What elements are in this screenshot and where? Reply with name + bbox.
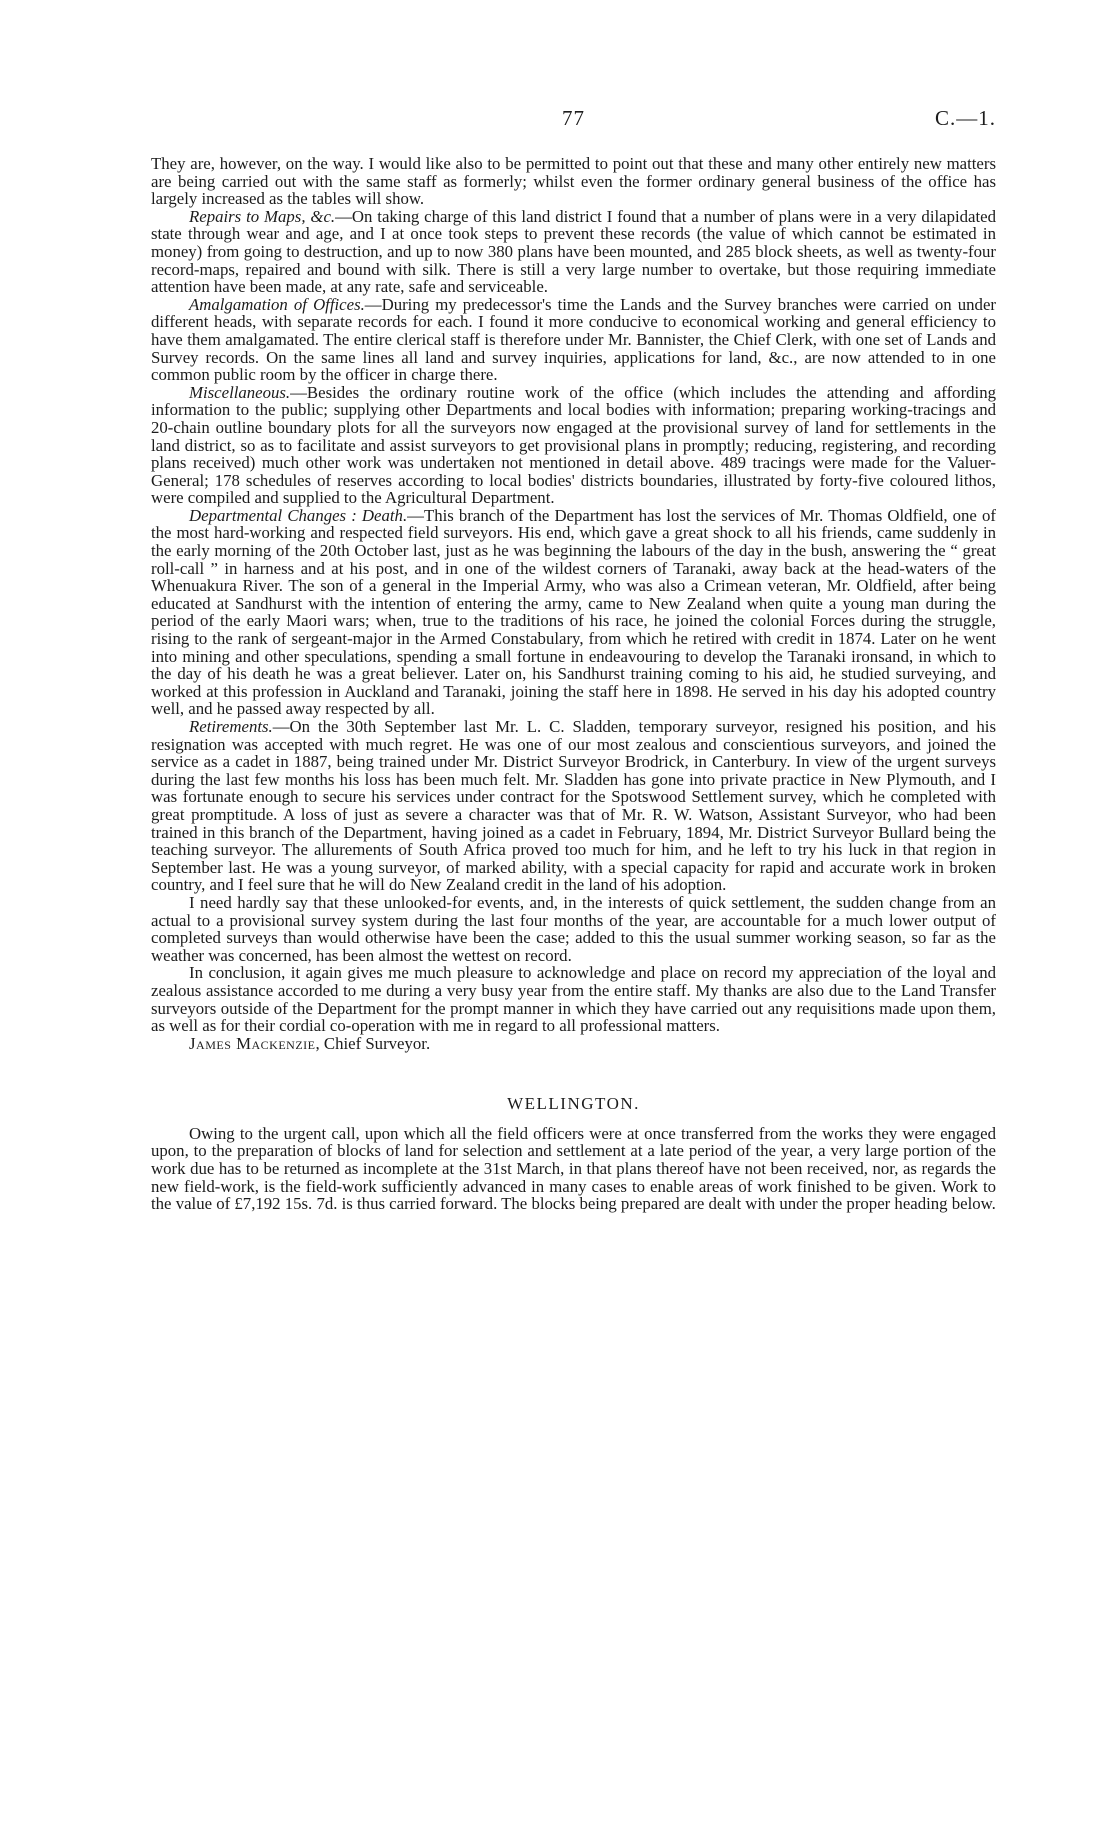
section-body-retirements: —On the 30th September last Mr. L. C. Sladden, temporary surveyor, resigned his position, and his resignation was accepted with much regret. He was one of our most zealous and conscientious surveyors, and joined the service as a cadet in 1887, being trained under Mr. District Surveyor Brodrick, in Canterbury. In view of the urgent surveys during the last few months his loss has been much felt. Mr. Sladden has gone into private practice in New Plymouth, and I was fortunate enough to secure his services under contract for the Spotswood Settlement survey, which he completed with great promptitude. A loss of just as severe a character was that of Mr. R. W. Watson, Assistant Surveyor, who had been trained in this branch of the Department, having joined as a cadet in February, 1894, Mr. District Surveyor Bullard being the teaching surveyor. The allurements of South Africa proved too much for him, and he left to try his luck in that region in September last. He was a young surveyor, of marked ability, with a special capacity for rapid and accurate work in broken country, and I feel sure that he will do New Zealand credit in the land of his adoption. — [151, 717, 996, 895]
page-number: 77 — [562, 106, 585, 130]
section-title-retirements: Retirements. — [189, 717, 273, 736]
section-title-repairs: Repairs to Maps, &c. — [189, 206, 336, 226]
paragraph-miscellaneous — [151, 384, 996, 507]
section-body-miscellaneous: —Besides the ordinary routine work of the office (which includes the attending and affording information to the public; supplying other Departments and local bodies with information; preparing working-tracings and 20-chain outline boundary plots for all the surveyors now engaged at the provisional survey of land for settlements in the land district, so as to facilitate and assist surveyors to get provisional plans in promptly; reducing, registering, and recording plans received) much other work was undertaken not mentioned in detail above. 489 tracings were made for the Valuer-General; 178 schedules of reserves according to local bodies' districts boundaries, illustrated by forty-five coloured lithos, were compiled and supplied to the Agricultural Department. — [151, 382, 996, 508]
section-body-departmental-changes: —This branch of the Department has lost the services of Mr. Thomas Oldfield, one of the most hard-working and respected field surveyors. His end, which gave a great shock to all his friends, came suddenly in the early morning of the 20th October last, just as he was beginning the labours of the day in the bush, answering the “ great roll-call ” in harness and at his post, and in one of the wildest corners of Taranaki, away back at the head-waters of the Whenuakura River. The son of a general in the Imperial Army, who was also a Crimean veteran, Mr. Oldfield, after being educated at Sandhurst with the intention of entering the army, came to New Zealand when quite a young man during the period of the early Maori wars; when, true to the traditions of his race, he joined the colonial Forces during the struggle, rising to the rank of sergeant-major in the Armed Constabulary, from which he retired with credit in 1874. Later on he went into mining and other speculations, spending a small fortune in endeavouring to develop the Taranaki ironsand, in which to the day of his death he was a great believer. Later on, his Sandhurst training coming to his aid, he studied surveying, and worked at this profession in Auckland and Taranaki, joining the staff here in 1898. He served in his day his adopted country well, and he passed away respected by all. — [151, 505, 996, 719]
document-reference: C.—1. — [934, 106, 996, 130]
paragraph-unlooked-for-events: I need hardly say that these unlooked-for events, and, in the interests of quick settlement, the sudden change from an actual to a provisional survey system during the last four months of the year, are accountable for a much lower output of completed surveys than would otherwise have been the case; added to this the usual summer working season, so far as the weather was concerned, has been almost the wettest on record. — [151, 892, 996, 965]
paragraph-wellington: Owing to the urgent call, upon which all the field officers were at once transferred from the works they were engaged upon, to the preparation of blocks of land for selection and settlement at a late period of the year, a very large portion of the work due has to be returned as incomplete at the 31st March, in that plans thereof have not been received, nor, as regards the new field-work, is the field-work sufficiently advanced in many cases to enable areas of work finished to be given. Work to the value of £7,192 15s. 7d. is thus carried forward. The blocks being prepared are dealt with under the proper heading below. — [151, 1123, 996, 1214]
signature — [151, 1035, 996, 1053]
signature-title: , Chief Surveyor. — [315, 1033, 431, 1053]
section-title-departmental-changes: Departmental Changes : Death. — [189, 505, 408, 525]
paragraph-repairs-to-maps — [151, 208, 996, 296]
section-title-amalgamation: Amalgamation of Offices. — [189, 294, 365, 314]
paragraph-retirements — [151, 718, 996, 894]
paragraph-continuation: They are, however, on the way. I would like also to be permitted to point out that these and many other entirely new matters are being carried out with the same staff as formerly; whilst even the former ordinary general business of the office has largely increased as the tables will show. — [151, 154, 996, 209]
paragraph-departmental-changes — [151, 507, 996, 718]
section-body-amalgamation: —During my predecessor's time the Lands and the Survey branches were carried on under different heads, with separate records for each. I found it more conducive to economical working and general efficiency to have them amalgamated. The entire clerical staff is therefore under Mr. Bannister, the Chief Clerk, with one set of Lands and Survey records. On the same lines all land and survey inquiries, applications for land, &c., are now attended to in one common public room by the officer in charge there. — [151, 294, 996, 385]
signature-name: James Mackenzie — [189, 1033, 316, 1053]
body-text — [151, 155, 996, 1213]
paragraph-amalgamation — [151, 296, 996, 384]
section-title-miscellaneous: Miscellaneous. — [189, 382, 291, 402]
section-heading-wellington: WELLINGTON. — [507, 1094, 640, 1114]
paragraph-conclusion: In conclusion, it again gives me much pleasure to acknowledge and place on record my appreciation of the loyal and zealous assistance accorded to me during a very busy year from the entire staff. My thanks are also due to the Land Transfer surveyors outside of the Department for the prompt manner in which they have carried out any requisitions made upon them, as well as for their cordial co-operation with me in regard to all professional matters. — [151, 963, 996, 1036]
section-body-repairs: —On taking charge of this land district I found that a number of plans were in a very dilapidated state through wear and age, and I at once took steps to prevent these records (the value of which cannot be estimated in money) from going to destruction, and up to now 380 plans have been mounted, and 285 block sheets, as well as twenty-four record-maps, repaired and bound with silk. There is still a very large number to overtake, but those requiring immediate attention have been made, at any rate, safe and serviceable. — [151, 206, 996, 297]
